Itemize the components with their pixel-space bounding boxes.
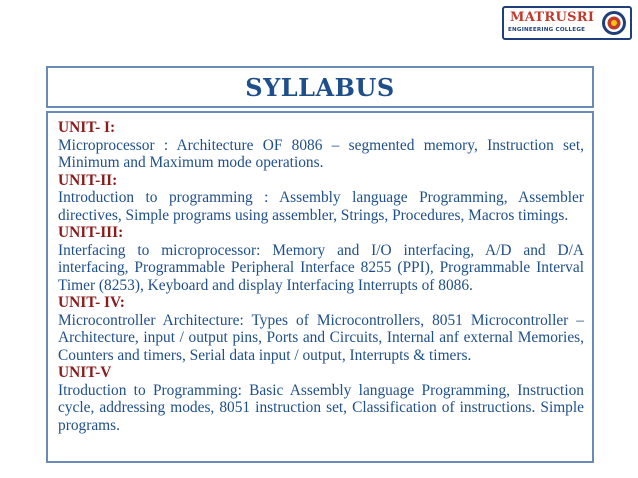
unit-section [58,364,584,434]
unit-section [58,294,584,364]
unit-description: Introduction to programming : Assembly language Programming, Assembler directives, Simple programs using assembler, Strings, Procedures, Macros timings. [58,189,584,224]
unit-description: Microcontroller Architecture: Types of Microcontrollers, 8051 Microcontroller – Architecture, input / output pins, Ports and Circuits, Internal anf external Memories, Counters and timers, Serial data input / output, Interrupts & timers. [58,311,584,364]
unit-heading: UNIT-II: [58,171,118,189]
unit-section [58,224,584,294]
unit-description: Itroduction to Programming: Basic Assembly language Programming, Instruction cycle, addressing modes, 8051 instruction set, Classification of instructions. Simple programs. [58,381,584,434]
unit-description: Interfacing to microprocessor: Memory and I/O interfacing, A/D and D/A interfacing, Programmable Peripheral Interface 8255 (PPI), Programmable Interval Timer (8253), Keyboard and display Interfacing Interrupts of 8086. [58,241,584,294]
logo-name: MATRUSRI [510,10,595,25]
unit-description: Microprocessor : Architecture OF 8086 – segmented memory, Instruction set, Minimum and Maximum mode operations. [58,136,584,171]
page-title: SYLLABUS [245,73,395,102]
college-emblem-icon [601,10,627,36]
unit-heading: UNIT- I: [58,119,116,136]
unit-heading: UNIT- IV: [58,294,125,311]
syllabus-content [58,119,584,434]
logo-subtitle: ENGINEERING COLLEGE [508,27,586,33]
unit-heading: UNIT-V [58,364,112,381]
college-logo [502,6,632,40]
unit-section [58,119,584,172]
unit-section [58,172,584,225]
syllabus-content-box [46,111,594,463]
title-box [46,66,594,108]
unit-heading: UNIT-III: [58,224,124,241]
